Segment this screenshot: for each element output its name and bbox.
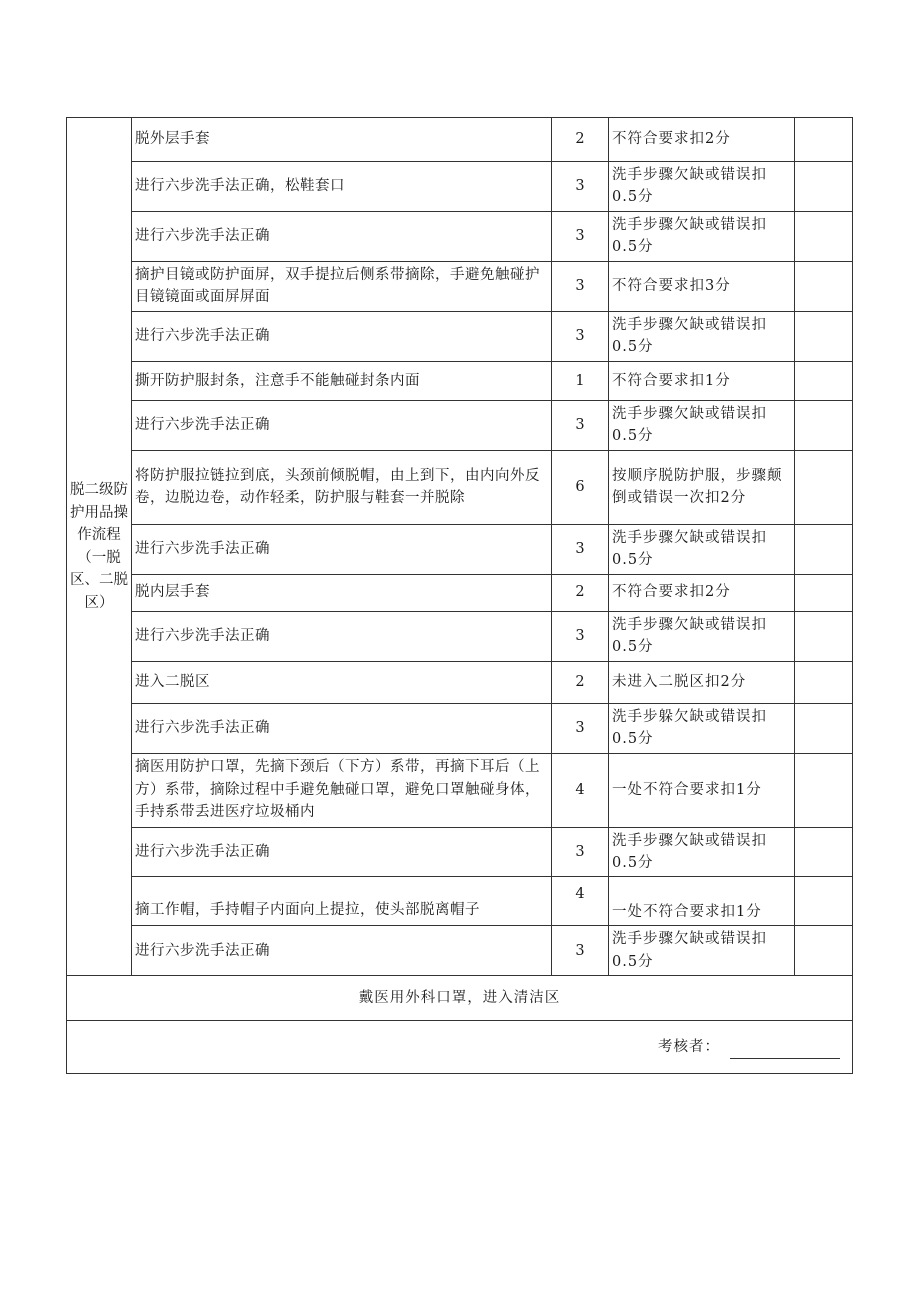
step-item: 进行六步洗手法正确 (132, 524, 552, 574)
actual-score-field[interactable] (795, 211, 853, 261)
table-row (67, 450, 853, 524)
table-row (67, 311, 853, 361)
table-row (67, 361, 853, 400)
step-score: 4 (552, 877, 609, 926)
step-score: 2 (552, 118, 609, 162)
actual-score-field[interactable] (795, 524, 853, 574)
step-deduction: 洗手步骤欠缺或错误扣0.5分 (609, 400, 795, 450)
step-deduction: 一处不符合要求扣1分 (609, 753, 795, 827)
step-deduction: 按顺序脱防护服，步骤颠倒或错误一次扣2分 (609, 450, 795, 524)
step-item: 进行六步洗手法正确 (132, 703, 552, 753)
step-item: 进行六步洗手法正确 (132, 611, 552, 661)
examiner-row (67, 1021, 853, 1074)
step-deduction: 不符合要求扣2分 (609, 118, 795, 162)
step-score: 3 (552, 162, 609, 212)
step-score: 3 (552, 611, 609, 661)
step-score: 3 (552, 926, 609, 976)
table-row (67, 877, 853, 926)
step-item: 进行六步洗手法正确 (132, 211, 552, 261)
actual-score-field[interactable] (795, 661, 853, 703)
table-row (67, 574, 853, 611)
step-deduction: 不符合要求扣2分 (609, 574, 795, 611)
actual-score-field[interactable] (795, 703, 853, 753)
table-row (67, 753, 853, 827)
step-item: 进入二脱区 (132, 661, 552, 703)
step-item: 进行六步洗手法正确 (132, 400, 552, 450)
footer-note: 戴医用外科口罩，进入清洁区 (67, 976, 853, 1021)
step-deduction: 洗手步骤欠缺或错误扣0.5分 (609, 827, 795, 877)
step-score: 3 (552, 211, 609, 261)
actual-score-field[interactable] (795, 261, 853, 311)
step-deduction: 洗手步躲欠缺或错误扣0.5分 (609, 703, 795, 753)
step-deduction: 洗手步骤欠缺或错误扣0.5分 (609, 211, 795, 261)
step-deduction: 未进入二脱区扣2分 (609, 661, 795, 703)
step-item: 脱内层手套 (132, 574, 552, 611)
table-row (67, 703, 853, 753)
step-deduction: 一处不符合要求扣1分 (609, 877, 795, 926)
step-score: 4 (552, 753, 609, 827)
step-deduction: 洗手步骤欠缺或错误扣0.5分 (609, 926, 795, 976)
step-deduction: 不符合要求扣1分 (609, 361, 795, 400)
step-item: 摘护目镜或防护面屏，双手提拉后侧系带摘除，手避免触碰护目镜镜面或面屏屏面 (132, 261, 552, 311)
examiner-signature-line[interactable] (730, 1044, 840, 1059)
actual-score-field[interactable] (795, 753, 853, 827)
actual-score-field[interactable] (795, 611, 853, 661)
step-item: 摘工作帽，手持帽子内面向上提拉，使头部脱离帽子 (132, 877, 552, 926)
actual-score-field[interactable] (795, 450, 853, 524)
table-row (67, 661, 853, 703)
step-item: 将防护服拉链拉到底，头颈前倾脱帽，由上到下，由内向外反卷，边脱边卷，动作轻柔，防护服与鞋套一并脱除 (132, 450, 552, 524)
actual-score-field[interactable] (795, 926, 853, 976)
examiner-label: 考核者： (658, 1039, 720, 1056)
table-row (67, 162, 853, 212)
scoring-table (66, 117, 853, 1074)
actual-score-field[interactable] (795, 118, 853, 162)
footer-note-row (67, 976, 853, 1021)
step-score: 3 (552, 400, 609, 450)
actual-score-field[interactable] (795, 311, 853, 361)
actual-score-field[interactable] (795, 877, 853, 926)
step-deduction: 洗手步骤欠缺或错误扣0.5分 (609, 524, 795, 574)
table-row (67, 524, 853, 574)
table-row (67, 261, 853, 311)
step-score: 3 (552, 827, 609, 877)
step-item: 进行六步洗手法正确 (132, 311, 552, 361)
step-score: 3 (552, 524, 609, 574)
step-item: 摘医用防护口罩，先摘下颈后（下方）系带，再摘下耳后（上方）系带，摘除过程中手避免触碰口罩，避免口罩触碰身体，手持系带丢进医疗垃圾桶内 (132, 753, 552, 827)
step-score: 3 (552, 703, 609, 753)
step-score: 2 (552, 661, 609, 703)
step-item: 进行六步洗手法正确，松鞋套口 (132, 162, 552, 212)
step-item: 脱外层手套 (132, 118, 552, 162)
step-item: 进行六步洗手法正确 (132, 926, 552, 976)
actual-score-field[interactable] (795, 574, 853, 611)
step-deduction: 洗手步骤欠缺或错误扣0.5分 (609, 611, 795, 661)
table-row (67, 611, 853, 661)
step-score: 3 (552, 261, 609, 311)
step-score: 6 (552, 450, 609, 524)
table-row (67, 400, 853, 450)
step-score: 3 (552, 311, 609, 361)
category-cell: 脱二级防护用品操作流程（一脱区、二脱区） (67, 118, 132, 976)
step-item: 进行六步洗手法正确 (132, 827, 552, 877)
actual-score-field[interactable] (795, 400, 853, 450)
table-row (67, 118, 853, 162)
step-score: 1 (552, 361, 609, 400)
step-deduction: 洗手步骤欠缺或错误扣0.5分 (609, 311, 795, 361)
actual-score-field[interactable] (795, 827, 853, 877)
step-item: 撕开防护服封条，注意手不能触碰封条内面 (132, 361, 552, 400)
step-deduction: 洗手步骤欠缺或错误扣0.5分 (609, 162, 795, 212)
table-row (67, 211, 853, 261)
table-row (67, 926, 853, 976)
actual-score-field[interactable] (795, 162, 853, 212)
step-score: 2 (552, 574, 609, 611)
actual-score-field[interactable] (795, 361, 853, 400)
table-row (67, 827, 853, 877)
step-deduction: 不符合要求扣3分 (609, 261, 795, 311)
